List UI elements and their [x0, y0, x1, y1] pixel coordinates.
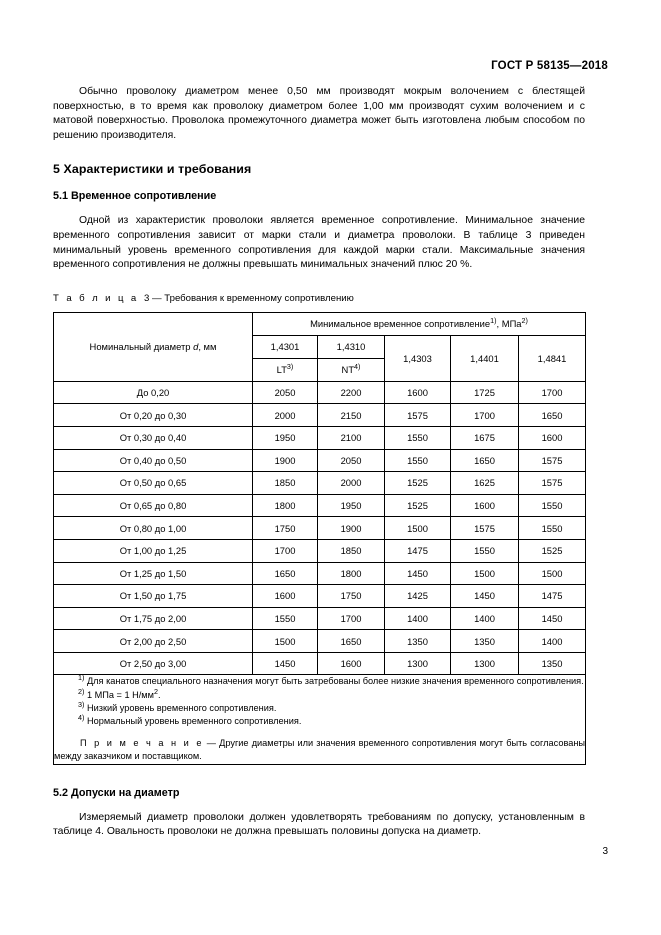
table-caption-number: 3 [144, 292, 150, 304]
table-row [54, 381, 586, 404]
cell-value-1: 1650 [253, 562, 318, 585]
cell-diameter: От 2,00 до 2,50 [54, 630, 253, 653]
cell-value-4: 1625 [451, 472, 519, 495]
cell-diameter: От 0,65 до 0,80 [54, 494, 253, 517]
cell-value-4: 1500 [451, 562, 519, 585]
footnote-ref-1: 1) [490, 316, 497, 326]
footnote-marker: 4) [78, 713, 85, 723]
cell-value-3: 1450 [385, 562, 451, 585]
diameter-symbol: d [193, 341, 199, 353]
spacer [53, 176, 585, 190]
table-row [54, 607, 586, 630]
cell-value-3: 1575 [385, 404, 451, 427]
heading-section-5: 5 Характеристики и требования [53, 162, 252, 177]
table-notes [54, 675, 586, 764]
table-row [54, 562, 586, 585]
footnote-marker: 1) [78, 673, 85, 683]
cell-value-2: 1900 [318, 517, 385, 540]
cell-diameter: От 1,75 до 2,00 [54, 607, 253, 630]
cell-value-3: 1600 [385, 381, 451, 404]
cell-value-2: 1750 [318, 585, 385, 608]
table-row [54, 630, 586, 653]
cell-diameter: От 0,30 до 0,40 [54, 426, 253, 449]
table-footnote-4: $^{4)}$ Нормальный уровень временного сопротивления. [78, 713, 302, 727]
cell-value-3: 1475 [385, 539, 451, 562]
footnote-ref-2: 2) [521, 316, 528, 326]
cell-value-4: 1600 [451, 494, 519, 517]
cell-value-5: 1700 [519, 381, 586, 404]
cell-value-2: 2050 [318, 449, 385, 472]
cell-value-5: 1400 [519, 630, 586, 653]
cell-value-2: 2100 [318, 426, 385, 449]
cell-value-1: 1550 [253, 607, 318, 630]
header-nominal-diameter-text: Номинальный диаметр d, мм [89, 341, 217, 353]
cell-diameter: От 1,50 до 1,75 [54, 585, 253, 608]
cell-value-4: 1350 [451, 630, 519, 653]
cell-value-2: 1650 [318, 630, 385, 653]
cell-value-2: 2000 [318, 472, 385, 495]
cell-value-3: 1350 [385, 630, 451, 653]
footnote-ref-4: 4) [354, 362, 361, 372]
heading-section-5-1: 5.1 Временное сопротивление [53, 190, 217, 203]
cell-value-4: 1300 [451, 652, 519, 675]
cell-value-4: 1550 [451, 539, 519, 562]
cell-value-3: 1525 [385, 494, 451, 517]
cell-value-2: 1700 [318, 607, 385, 630]
header-level-nt: NT$^{4)}$ [318, 358, 385, 381]
cell-value-3: 1525 [385, 472, 451, 495]
cell-value-1: 1600 [253, 585, 318, 608]
header-level-lt: LT$^{3)}$ [253, 358, 318, 381]
cell-value-1: 1700 [253, 539, 318, 562]
cell-diameter: До 0,20 [54, 381, 253, 404]
cell-value-5: 1475 [519, 585, 586, 608]
cell-value-5: 1500 [519, 562, 586, 585]
cell-diameter: От 0,50 до 0,65 [54, 472, 253, 495]
cell-diameter: От 0,20 до 0,30 [54, 404, 253, 427]
cell-value-2: 1950 [318, 494, 385, 517]
table-body [54, 381, 586, 675]
cell-value-4: 1650 [451, 449, 519, 472]
table-caption-dash: — [152, 292, 162, 304]
table-row [54, 585, 586, 608]
cell-value-3: 1425 [385, 585, 451, 608]
table-row [54, 472, 586, 495]
table-footnote-2: $^{2)}$ 1 МПа = 1 $Н/мм^2$. [78, 686, 161, 700]
table-row [54, 539, 586, 562]
page-number: 3 [602, 846, 608, 857]
cell-value-1: 1750 [253, 517, 318, 540]
cell-value-4: 1725 [451, 381, 519, 404]
spacer [53, 799, 585, 811]
cell-diameter: От 1,00 до 1,25 [54, 539, 253, 562]
section-5-2-paragraph: Измеряемый диаметр проволоки должен удовлетворять требованиям по допуску, установленным в таблице 4. Овальность проволоки не должна превышать половины допуска на диаметр. [53, 811, 585, 838]
spacer [53, 202, 585, 214]
cell-value-4: 1400 [451, 607, 519, 630]
standard-header: ГОСТ Р 58135—2018 [491, 60, 608, 72]
header-grade-14841: 1,4841 [519, 335, 586, 381]
table-note: П р и м е ч а н и е — Другие диаметры или значения временного сопротивления могут быть согласованы между заказчиком и поставщиком. [54, 738, 586, 762]
cell-value-4: 1450 [451, 585, 519, 608]
cell-value-3: 1400 [385, 607, 451, 630]
table-caption-label: Т а б л и ц а [53, 292, 139, 304]
cell-value-4: 1575 [451, 517, 519, 540]
table-row [54, 517, 586, 540]
table-foot [54, 675, 586, 764]
header-group-min-tensile: Минимальное временное сопротивление$^{1)}$, МПа$^{2)}$ [253, 312, 586, 335]
cell-diameter: От 0,40 до 0,50 [54, 449, 253, 472]
spacer [53, 143, 585, 162]
table-footnote-3: $^{3)}$ Низкий уровень временного сопротивления. [78, 699, 277, 713]
cell-diameter: От 0,80 до 1,00 [54, 517, 253, 540]
cell-value-4: 1675 [451, 426, 519, 449]
spacer [53, 273, 585, 293]
table-caption-title: Требования к временному сопротивлению [164, 292, 354, 304]
header-grade-14301: 1,4301 [253, 335, 318, 358]
spacer [53, 765, 585, 787]
cell-value-2: 1600 [318, 652, 385, 675]
header-nominal-diameter [54, 312, 253, 381]
cell-value-2: 2150 [318, 404, 385, 427]
cell-value-5: 1600 [519, 426, 586, 449]
intro-paragraph: Обычно проволоку диаметром менее 0,50 мм производят мокрым волочением с блестящей поверхностью, в то время как проволоку диаметром более 1,00 мм производят сухим волочением и с матовой поверхностью. Проволока промежуточного диаметра может быть изготовлена любым способом по решению производителя. [53, 86, 585, 141]
cell-value-5: 1550 [519, 494, 586, 517]
cell-value-5: 1550 [519, 517, 586, 540]
table-row [54, 449, 586, 472]
table-head [54, 312, 586, 381]
cell-value-1: 2000 [253, 404, 318, 427]
header-grade-14303: 1,4303 [385, 335, 451, 381]
heading-section-5-2: 5.2 Допуски на диаметр [53, 786, 180, 799]
cell-diameter: От 2,50 до 3,00 [54, 652, 253, 675]
table-header-row-group [54, 312, 586, 335]
table-row [54, 404, 586, 427]
footnote-marker: 2) [78, 686, 85, 696]
cell-value-5: 1525 [519, 539, 586, 562]
cell-value-3: 1500 [385, 517, 451, 540]
cell-value-1: 2050 [253, 381, 318, 404]
table-caption [53, 293, 585, 304]
header-grade-14401: 1,4401 [451, 335, 519, 381]
cell-value-1: 1500 [253, 630, 318, 653]
cell-value-5: 1575 [519, 449, 586, 472]
cell-value-5: 1575 [519, 472, 586, 495]
cell-value-2: 1800 [318, 562, 385, 585]
table-footnote-1: $^{1)}$ Для канатов специального назначения могут быть затребованы более низкие значения временного сопротивления. [78, 673, 584, 687]
requirements-table [53, 312, 586, 765]
cell-value-4: 1700 [451, 404, 519, 427]
page-content [53, 85, 585, 840]
table-row [54, 426, 586, 449]
table-row [54, 652, 586, 675]
cell-value-1: 1850 [253, 472, 318, 495]
cell-value-3: 1550 [385, 426, 451, 449]
note-label: П р и м е ч а н и е [80, 738, 204, 749]
cell-value-1: 1800 [253, 494, 318, 517]
cell-value-3: 1550 [385, 449, 451, 472]
table-notes-row [54, 675, 586, 764]
cell-value-2: 1850 [318, 539, 385, 562]
cell-value-5: 1350 [519, 652, 586, 675]
cell-value-1: 1900 [253, 449, 318, 472]
cell-value-1: 1950 [253, 426, 318, 449]
footnote-ref-3: 3) [286, 362, 294, 372]
header-grade-14310: 1,4310 [318, 335, 385, 358]
cell-value-3: 1300 [385, 652, 451, 675]
cell-value-5: 1450 [519, 607, 586, 630]
cell-value-2: 2200 [318, 381, 385, 404]
cell-diameter: От 1,25 до 1,50 [54, 562, 253, 585]
section-5-1-paragraph: Одной из характеристик проволоки является временное сопротивление. Минимальное значение временного сопротивления зависит от марки стали и диаметра проволоки. В таблице 3 приведен минимальный уровень временного сопротивления для каждой марки стали. Максимальные значения временного сопротивления не должны превышать минимальных значений плюс 20 %. [53, 215, 585, 271]
cell-value-5: 1650 [519, 404, 586, 427]
cell-value-1: 1450 [253, 652, 318, 675]
square-exponent: 2 [153, 686, 158, 696]
footnote-marker: 3) [78, 699, 85, 709]
table-row [54, 494, 586, 517]
